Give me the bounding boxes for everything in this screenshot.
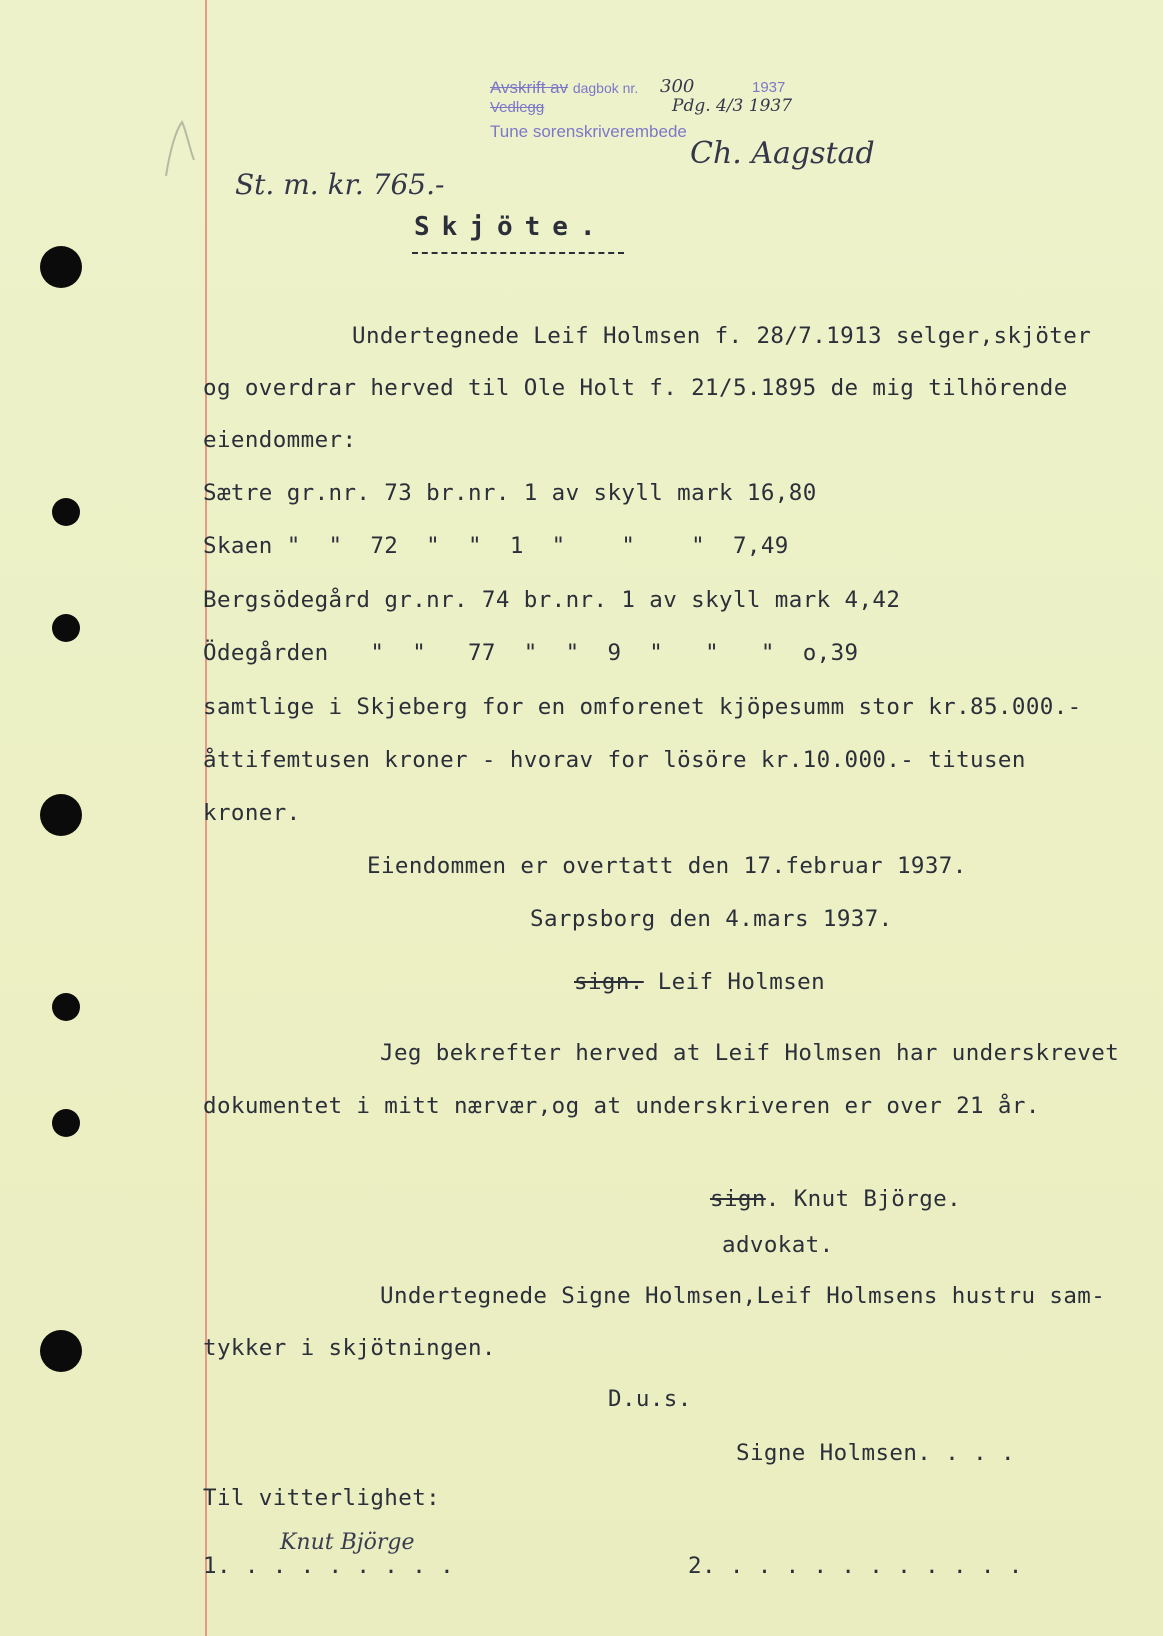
stamp-dagbok-label: dagbok nr. [572,80,639,96]
property-row [203,480,817,506]
punch-hole [40,246,82,288]
property-name: Ödegården [203,640,329,666]
witness-1-signature: Knut Björge [280,1530,415,1555]
punch-hole [52,993,80,1021]
pencil-mark-icon [160,120,200,180]
lawyer-signature [710,1186,961,1212]
property-row [203,587,900,613]
seller-signature [574,969,825,995]
title-underline [412,252,624,254]
stamp-struck-text: Avskrift av [490,78,569,97]
paragraph-line: eiendommer: [203,427,357,453]
property-row [203,533,789,559]
property-name: Skaen [203,533,273,559]
stamp-date-hand: Pdg. 4/3 1937 [672,96,793,116]
dus-line: D.u.s. [608,1386,692,1412]
consent-line: tykker i skjötningen. [203,1335,496,1361]
stamp-vedlegg-struck: Vedlegg [490,99,545,116]
lawyer-name: . Knut Björge. [765,1186,962,1212]
sale-line: samtlige i Skjeberg for en omforenet kjöpesumm stor kr.85.000.- [203,694,1082,720]
witness-2-line: 2. . . . . . . . . . . . [688,1553,1023,1579]
punch-hole [40,1330,82,1372]
place-date-line: Sarpsborg den 4.mars 1937. [530,906,893,932]
sale-line: kroner. [203,800,301,826]
confirmation-line: Jeg bekrefter herved at Leif Holmsen har underskrevet [380,1040,1120,1066]
takeover-line: Eiendommen er overtatt den 17.februar 1937. [367,853,967,879]
stamp-signature: Ch. Aagstad [690,136,875,171]
spouse-signature: Signe Holmsen. . . . [736,1440,1015,1466]
stamp-line-2 [490,98,544,118]
lawyer-title: advokat. [722,1232,834,1258]
punch-hole [52,1109,80,1137]
stamp-number-hand: 300 [660,76,695,97]
punch-hole [52,614,80,642]
confirmation-line: dokumentet i mitt nærvær,og at underskriveren er over 21 år. [203,1093,1040,1119]
stamp-line-1 [490,78,638,98]
seller-name: Leif Holmsen [657,969,826,995]
property-details: " " 72 " " 1 " " " 7,49 [286,533,789,559]
document-title: Skjöte. [414,212,608,242]
paragraph-line: Undertegnede Leif Holmsen f. 28/7.1913 selger,skjöter [352,323,1092,349]
sign-struck: sign. [574,969,644,995]
witness-heading: Til vitterlighet: [203,1485,441,1511]
stamp-office-name: Tune sorenskriverembede [490,122,687,141]
property-details: gr.nr. 74 br.nr. 1 av skyll mark 4,42 [384,587,901,613]
property-name: Bergsödegård [203,587,371,613]
witness-1-line: 1. . . . . . . . . [203,1553,455,1579]
property-details: gr.nr. 73 br.nr. 1 av skyll mark 16,80 [286,480,817,506]
property-name: Sætre [203,480,273,506]
sale-line: åttifemtusen kroner - hvorav for lösöre kr.10.000.- titusen [203,747,1026,773]
property-details: " " 77 " " 9 " " " o,39 [342,640,859,666]
punch-hole [40,794,82,836]
consent-line: Undertegnede Signe Holmsen,Leif Holmsens hustru sam- [380,1283,1106,1309]
punch-hole [52,498,80,526]
paragraph-line: og overdrar herved til Ole Holt f. 21/5.1895 de mig tilhörende [203,375,1068,401]
property-row [203,640,858,666]
sign-struck: sign [710,1186,766,1212]
stamp-year: 1937 [752,79,786,96]
stamp-duty-note: St. m. kr. 765.- [235,168,445,201]
